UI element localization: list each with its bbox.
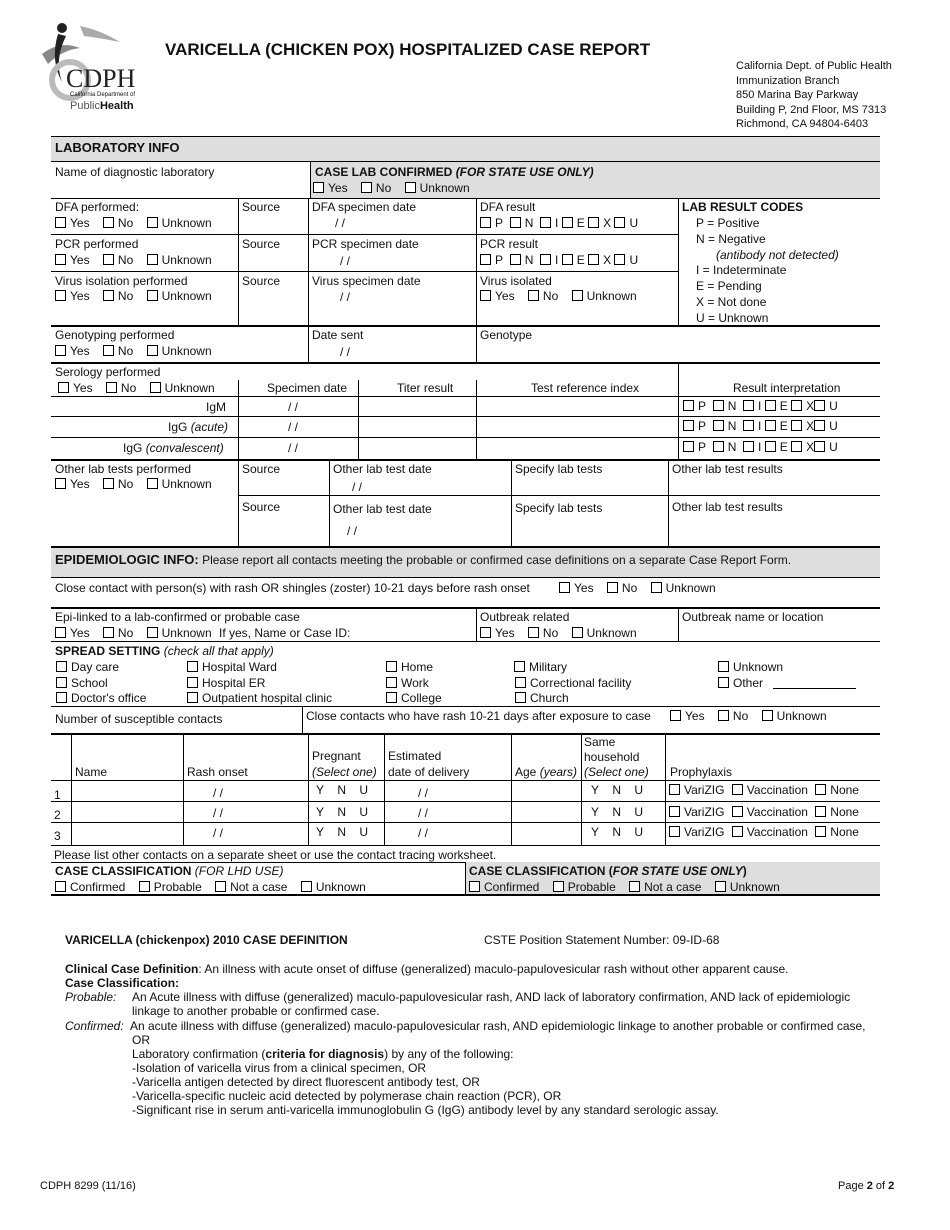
epi-linked-options <box>55 626 350 640</box>
pcr-no[interactable]: No <box>103 253 133 267</box>
lab-confirmation: Laboratory confirmation (criteria for diagnosis) by any of the following: <box>132 1047 514 1061</box>
spread-church[interactable]: Church <box>515 691 569 705</box>
if-yes-label: If yes, Name or Case ID: <box>218 626 351 640</box>
pcr-source-label: Source <box>242 237 281 251</box>
genotype-label: Genotype <box>480 328 533 342</box>
other1-date-field[interactable]: / / <box>352 480 363 494</box>
titer-header: Titer result <box>397 381 454 395</box>
row1-varizig[interactable]: VariZIG <box>669 783 724 797</box>
other-perf-options <box>55 477 222 491</box>
case-lab-confirmed <box>315 165 594 179</box>
dfa-performed-label: DFA performed: <box>55 200 140 214</box>
page-title: VARICELLA (CHICKEN POX) HOSPITALIZED CASE REPORT <box>165 40 651 59</box>
igm-result-codes: P N I E X U <box>683 399 838 413</box>
virus-isolated-label: Virus isolated <box>480 274 552 288</box>
spread-outpatient[interactable]: Outpatient hospital clinic <box>187 691 332 705</box>
virus-performed-label: Virus isolation performed <box>55 274 188 288</box>
other1-specify: Specify lab tests <box>515 462 603 476</box>
col-delivery: date of delivery <box>388 765 470 779</box>
dfa-date-field[interactable]: / / <box>335 216 346 230</box>
col-same: Same <box>584 735 616 749</box>
spread-work[interactable]: Work <box>386 676 429 690</box>
address-line: Immunization Branch <box>736 74 840 87</box>
col-prophylaxis: Prophylaxis <box>670 765 733 779</box>
row2-prophylaxis <box>669 805 869 819</box>
pcr-result-label: PCR result <box>480 237 539 251</box>
address-line: Richmond, CA 94804-6403 <box>736 118 869 130</box>
col-rash-onset: Rash onset <box>187 765 248 779</box>
criteria-item: -Significant rise in serum anti-varicella immunoglobulin G (IgG) antibody level by any standard serologic assay. <box>132 1103 719 1117</box>
other-perf-label: Other lab tests performed <box>55 462 192 476</box>
other-contacts-note: Please list other contacts on a separate sheet or use the contact tracing worksheet. <box>54 848 497 862</box>
logo-text: CDPH <box>66 64 136 93</box>
code-line: I = Indeterminate <box>696 263 787 278</box>
close-rash-yes[interactable]: Yes <box>670 709 705 723</box>
genotyping-unknown[interactable]: Unknown <box>147 344 212 358</box>
clinical-definition: Clinical Case Definition: An illness with acute onset of diffuse (generalized) maculo-papulovesicular rash without other apparent cause. <box>65 962 789 976</box>
row1-vaccination[interactable]: Vaccination <box>732 783 808 797</box>
other-no[interactable]: No <box>103 477 133 491</box>
contact-row-number: 3 <box>54 829 61 843</box>
row3-delivery[interactable]: / / <box>418 826 429 840</box>
row2-rash-date[interactable]: / / <box>213 806 224 820</box>
address-line: 850 Marina Bay Parkway <box>736 89 859 101</box>
col-pregnant-select: (Select one) <box>312 765 377 779</box>
genotyping-options <box>55 344 222 358</box>
lab-codes-title: LAB RESULT CODES <box>682 200 804 214</box>
igg-acute-date[interactable]: / / <box>288 420 299 434</box>
epi-linked-label: Epi-linked to a lab-confirmed or probable case <box>55 610 300 624</box>
row1-none[interactable]: None <box>815 783 859 797</box>
pcr-date-label: PCR specimen date <box>312 237 419 251</box>
date-sent-field[interactable]: / / <box>340 345 351 359</box>
close-contact-no[interactable]: No <box>607 581 637 595</box>
state-probable[interactable]: Probable <box>553 880 616 894</box>
other1-date-label: Other lab test date <box>333 462 432 476</box>
other2-date-field[interactable]: / / <box>347 524 358 538</box>
other2-date-label: Other lab test date <box>333 502 432 516</box>
virus-no[interactable]: No <box>103 289 133 303</box>
code-line: P = Positive <box>696 216 760 230</box>
row2-household[interactable]: Y N U <box>591 805 644 819</box>
logo-health: Health <box>99 100 134 112</box>
dfa-performed-options <box>55 216 222 230</box>
date-sent-label: Date sent <box>312 328 364 342</box>
state-not-a-case[interactable]: Not a case <box>629 880 701 894</box>
lhd-confirmed[interactable]: Confirmed <box>55 880 125 894</box>
outbreak-yes[interactable]: Yes <box>480 626 515 640</box>
spread-other-line[interactable] <box>773 688 856 689</box>
virus-yes[interactable]: Yes <box>55 289 90 303</box>
col-age: Age (years) <box>515 765 578 779</box>
row3-household[interactable]: Y N U <box>591 825 644 839</box>
contact-row-number: 2 <box>54 808 61 822</box>
probable-text-2: linkage to another probable or confirmed case. <box>132 1004 380 1018</box>
row3-pregnant[interactable]: Y N U <box>316 825 369 839</box>
form-number: CDPH 8299 (11/16) <box>40 1180 136 1192</box>
pcr-unknown[interactable]: Unknown <box>147 253 212 267</box>
other-yes[interactable]: Yes <box>55 477 90 491</box>
outbreak-unknown[interactable]: Unknown <box>572 626 637 640</box>
dfa-date-label: DFA specimen date <box>312 200 417 214</box>
row2-pregnant[interactable]: Y N U <box>316 805 369 819</box>
row1-prophylaxis <box>669 783 869 797</box>
case-lab-options <box>313 181 480 195</box>
close-contact-options <box>559 581 726 595</box>
serology-options <box>58 381 225 395</box>
specimen-date-header: Specimen date <box>267 381 348 395</box>
probable-text-1: An Acute illness with diffuse (generalized) maculo-papulovesicular rash, AND lack of laboratory confirmation, AND lack of epidemiologic <box>132 990 851 1004</box>
contact-row-number: 1 <box>54 788 61 802</box>
row1-household[interactable]: Y N U <box>591 783 644 797</box>
cdph-logo <box>40 20 150 112</box>
isolated-no[interactable]: No <box>528 289 558 303</box>
dfa-result-codes: P N I E X U <box>480 216 638 230</box>
igg-conv-date[interactable]: / / <box>288 441 299 455</box>
row3-varizig[interactable]: VariZIG <box>669 825 724 839</box>
virus-performed-options <box>55 289 222 303</box>
spread-title: SPREAD SETTING <box>55 644 161 658</box>
close-rash-label: Close contacts who have rash 10-21 days after exposure to case <box>306 709 651 723</box>
igg-conv-label: IgG (convalescent) <box>123 441 224 455</box>
lhd-not-a-case[interactable]: Not a case <box>215 880 287 894</box>
dfa-source-label: Source <box>242 200 281 214</box>
dfa-result-label: DFA result <box>480 200 536 214</box>
virus-source-label: Source <box>242 274 281 288</box>
pcr-result-codes: P N I E X U <box>480 253 638 267</box>
spread-unknown[interactable]: Unknown <box>718 660 783 674</box>
row2-varizig[interactable]: VariZIG <box>669 805 724 819</box>
pcr-performed-label: PCR performed <box>55 237 139 251</box>
close-contact-yes[interactable]: Yes <box>559 581 594 595</box>
outbreak-label: Outbreak related <box>480 610 570 624</box>
other2-results: Other lab test results <box>672 500 783 514</box>
serology-label: Serology performed <box>55 365 161 379</box>
dfa-no[interactable]: No <box>103 216 133 230</box>
spread-college[interactable]: College <box>386 691 442 705</box>
epi-linked-no[interactable]: No <box>103 626 133 640</box>
close-contact-label: Close contact with person(s) with rash OR shingles (zoster) 10-21 days before rash onset <box>55 581 530 595</box>
or-text: OR <box>132 1033 150 1047</box>
spread-note: (check all that apply) <box>163 644 274 658</box>
code-line: X = Not done <box>696 294 767 309</box>
state-class-title: CASE CLASSIFICATION (FOR STATE USE ONLY) <box>469 864 747 878</box>
cste-number: CSTE Position Statement Number: 09-ID-68 <box>484 933 720 947</box>
row1-pregnant[interactable]: Y N U <box>316 783 369 797</box>
row1-rash-date[interactable]: / / <box>213 786 224 800</box>
genotyping-no[interactable]: No <box>103 344 133 358</box>
case-lab-confirmed-label: CASE LAB CONFIRMED <box>315 165 453 179</box>
close-rash-options <box>670 709 837 723</box>
code-line: N = Negative <box>696 231 766 246</box>
virus-date-field[interactable]: / / <box>340 290 351 304</box>
state-confirmed[interactable]: Confirmed <box>469 880 539 894</box>
outbreak-no[interactable]: No <box>528 626 558 640</box>
igm-date[interactable]: / / <box>288 400 299 414</box>
spread-school[interactable]: School <box>56 676 108 690</box>
other2-specify: Specify lab tests <box>515 501 603 515</box>
classification-label: Case Classification: <box>65 976 180 990</box>
spread-day-care[interactable]: Day care <box>56 660 119 674</box>
lhd-unknown[interactable]: Unknown <box>301 880 366 894</box>
logo-public-health <box>70 100 134 112</box>
dfa-unknown[interactable]: Unknown <box>147 216 212 230</box>
spread-title-row <box>55 644 274 658</box>
outbreak-options <box>480 626 647 640</box>
other2-source: Source <box>242 500 281 514</box>
row2-vaccination[interactable]: Vaccination <box>732 805 808 819</box>
spread-doctor[interactable]: Doctor's office <box>56 691 146 705</box>
lab-confirmed-unknown[interactable]: Unknown <box>405 181 470 195</box>
epi-note: Please report all contacts meeting the probable or confirmed case definitions on a separate Case Report Form. <box>202 553 792 567</box>
isolated-yes[interactable]: Yes <box>480 289 515 303</box>
epi-linked-unknown[interactable]: Unknown <box>147 626 212 640</box>
spread-hospital-ward[interactable]: Hospital Ward <box>187 660 277 674</box>
col-household-select: (Select one) <box>584 765 649 779</box>
spread-correctional[interactable]: Correctional facility <box>515 676 631 690</box>
other-unknown[interactable]: Unknown <box>147 477 212 491</box>
test-ref-header: Test reference index <box>531 381 640 395</box>
row3-none[interactable]: None <box>815 825 859 839</box>
igg-acute-result-codes: P N I E X U <box>683 419 838 433</box>
epi-linked-yes[interactable]: Yes <box>55 626 90 640</box>
lhd-probable[interactable]: Probable <box>139 880 202 894</box>
address-line: California Dept. of Public Health <box>736 60 892 72</box>
state-unknown[interactable]: Unknown <box>715 880 780 894</box>
serology-yes[interactable]: Yes <box>58 381 93 395</box>
state-use-label: (FOR STATE USE ONLY) <box>455 165 594 179</box>
criteria-item: -Varicella antigen detected by direct fluorescent antibody test, OR <box>132 1075 480 1089</box>
lab-confirmed-no[interactable]: No <box>361 181 391 195</box>
lab-codes-list <box>696 216 839 327</box>
criteria-item: -Varicella-specific nucleic acid detected by polymerase chain reaction (PCR), OR <box>132 1089 562 1103</box>
col-name: Name <box>75 765 108 779</box>
pcr-yes[interactable]: Yes <box>55 253 90 267</box>
pcr-performed-options <box>55 253 222 267</box>
lhd-class-options <box>55 880 376 894</box>
row3-prophylaxis <box>669 825 869 839</box>
spread-home[interactable]: Home <box>386 660 433 674</box>
genotyping-yes[interactable]: Yes <box>55 344 90 358</box>
row3-rash-date[interactable]: / / <box>213 826 224 840</box>
code-line: (antibody not detected) <box>716 247 839 262</box>
susceptible-label: Number of susceptible contacts <box>55 712 223 726</box>
serology-unknown[interactable]: Unknown <box>150 381 215 395</box>
close-rash-unknown[interactable]: Unknown <box>762 709 827 723</box>
virus-unknown[interactable]: Unknown <box>147 289 212 303</box>
spread-other[interactable]: Other <box>718 676 763 690</box>
close-rash-no[interactable]: No <box>718 709 748 723</box>
igm-label: IgM <box>206 400 227 414</box>
spread-hospital-er[interactable]: Hospital ER <box>187 676 265 690</box>
close-contact-unknown[interactable]: Unknown <box>651 581 716 595</box>
col-household: household <box>584 750 640 764</box>
epi-title-row <box>55 553 791 567</box>
epi-title: EPIDEMIOLOGIC INFO: <box>55 552 199 567</box>
result-interp-header: Result interpretation <box>733 381 841 395</box>
virus-isolated-options <box>480 289 647 303</box>
confirmed-text: An acute illness with diffuse (generalized) maculo-papulovesicular rash, AND epidemiologic linkage to another probable or confirmed case, <box>130 1019 866 1033</box>
row3-vaccination[interactable]: Vaccination <box>732 825 808 839</box>
pcr-date-field[interactable]: / / <box>340 254 351 268</box>
code-line: E = Pending <box>696 279 762 294</box>
lab-confirmed-yes[interactable]: Yes <box>313 181 348 195</box>
criteria-item: -Isolation of varicella virus from a clinical specimen, OR <box>132 1061 427 1075</box>
genotyping-label: Genotyping performed <box>55 328 175 342</box>
col-pregnant: Pregnant <box>312 749 361 763</box>
page-number: Page 2 of 2 <box>838 1180 895 1192</box>
code-line: U = Unknown <box>696 310 769 325</box>
igg-acute-label: IgG (acute) <box>168 420 229 434</box>
confirmed-label: Confirmed: <box>65 1019 124 1033</box>
igg-conv-result-codes: P N I E X U <box>683 440 838 454</box>
other1-results: Other lab test results <box>672 462 783 476</box>
definition-title: VARICELLA (chickenpox) 2010 CASE DEFINITION <box>65 933 348 947</box>
serology-no[interactable]: No <box>106 381 136 395</box>
diag-lab-label: Name of diagnostic laboratory <box>55 165 215 179</box>
probable-label: Probable: <box>65 990 117 1004</box>
row2-none[interactable]: None <box>815 805 859 819</box>
lhd-class-title: CASE CLASSIFICATION (FOR LHD USE) <box>55 864 284 878</box>
state-class-options <box>469 880 790 894</box>
spread-military[interactable]: Military <box>514 660 567 674</box>
col-estimated: Estimated <box>388 749 442 763</box>
virus-date-label: Virus specimen date <box>312 274 421 288</box>
address-block <box>736 59 892 132</box>
logo-public: Public <box>70 100 100 112</box>
logo-subtext: California Department of <box>70 92 136 98</box>
row1-delivery[interactable]: / / <box>418 786 429 800</box>
address-line: Building P, 2nd Floor, MS 7313 <box>736 103 887 116</box>
isolated-unknown[interactable]: Unknown <box>572 289 637 303</box>
other1-source: Source <box>242 462 281 476</box>
lab-section-title: LABORATORY INFO <box>55 140 180 155</box>
dfa-yes[interactable]: Yes <box>55 216 90 230</box>
outbreak-name-label: Outbreak name or location <box>682 610 824 624</box>
row2-delivery[interactable]: / / <box>418 806 429 820</box>
